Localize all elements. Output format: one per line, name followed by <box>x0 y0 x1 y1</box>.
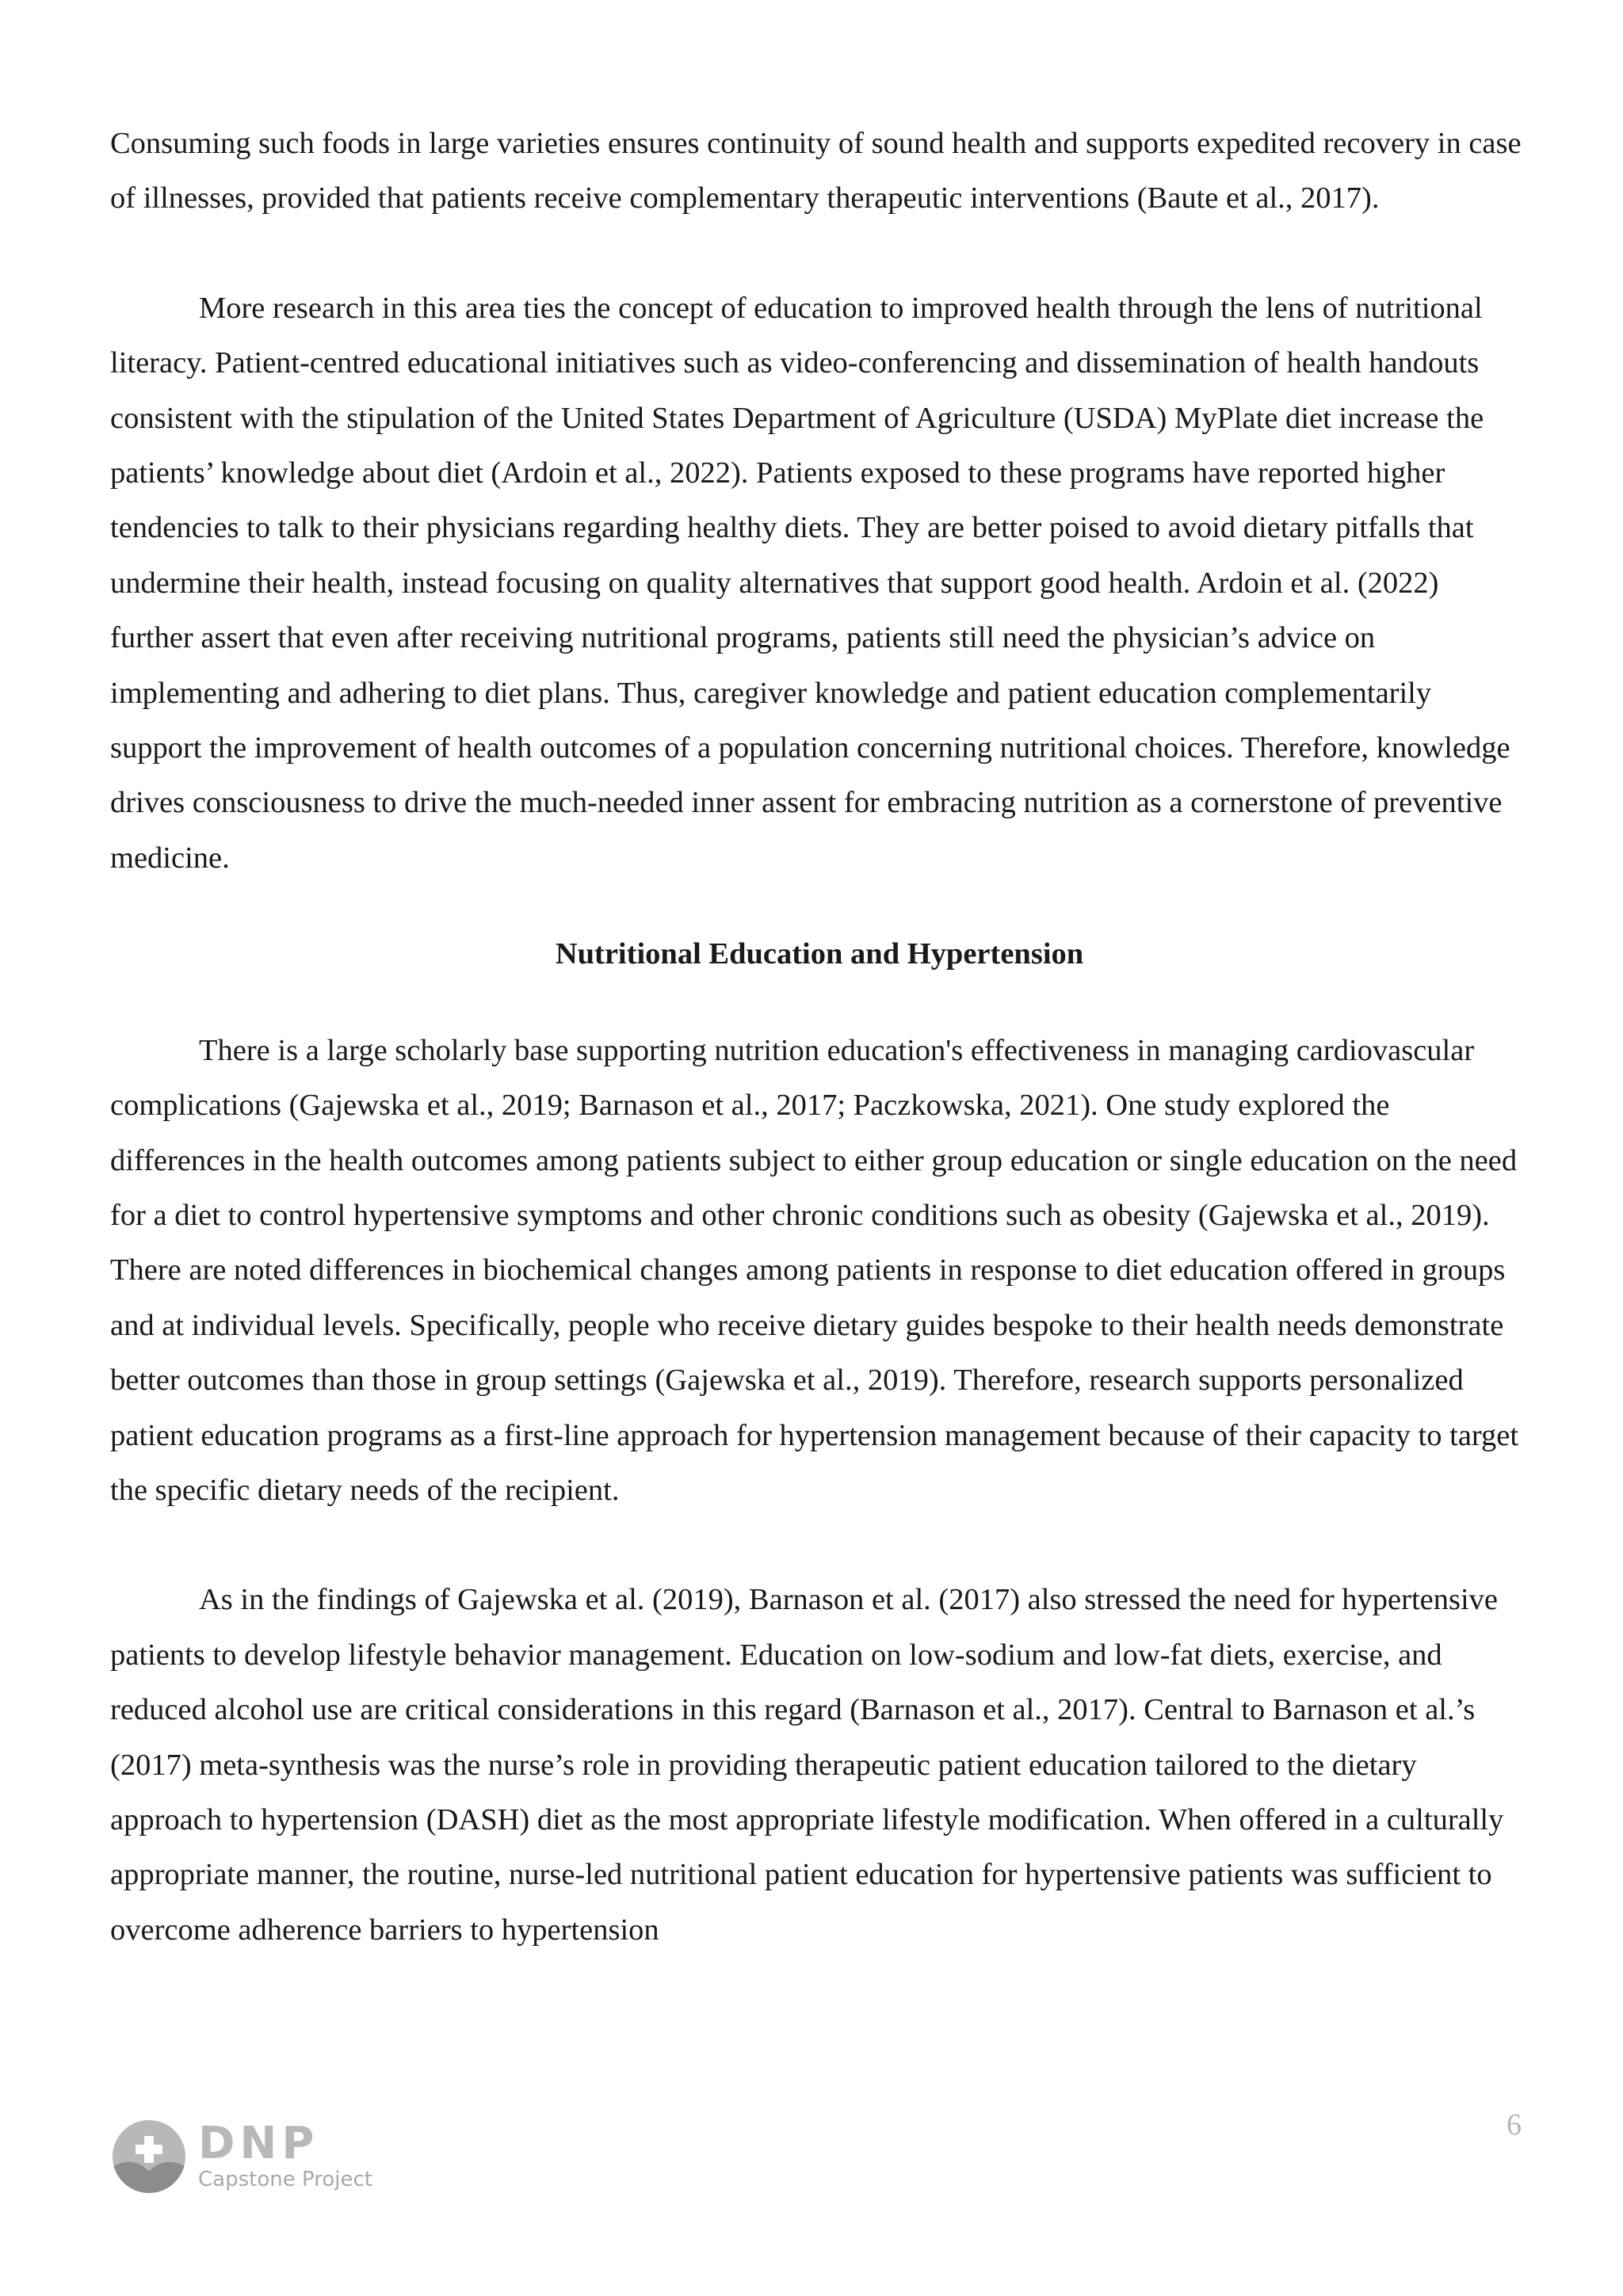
logo-subtitle: Capstone Project <box>198 2168 372 2191</box>
body-text <box>110 116 1529 1958</box>
logo-text <box>198 2118 372 2191</box>
footer-logo <box>111 2117 372 2196</box>
paragraph-nutritional-literacy: More research in this area ties the concept of education to improved health through the lens of nutritional literacy. Patient-centred educational initiatives such as video-conferencing and dissemination of health handouts consistent with the stipulation of the United States Department of Agriculture (USDA) MyPlate diet increase the patients’ knowledge about diet (Ardoin et al., 2022). Patients exposed to these programs have reported higher tendencies to talk to their physicians regarding healthy diets. They are better poised to avoid dietary pitfalls that undermine their health, instead focusing on quality alternatives that support good health. Ardoin et al. (2022) further assert that even after receiving nutritional programs, patients still need the physician’s advice on implementing and adhering to diet plans. Thus, caregiver knowledge and patient education complementarily support the improvement of health outcomes of a population concerning nutritional choices. Therefore, knowledge drives consciousness to drive the much-needed inner assent for embracing nutrition as a cornerstone of preventive medicine. <box>110 291 1510 875</box>
paragraph-spacer <box>110 1518 1529 1573</box>
plus-heart-icon <box>111 2119 187 2195</box>
paragraph-continuation: Consuming such foods in large varieties ensures continuity of sound health and supports expedited recovery in case of illnesses, provided that patients receive complementary therapeutic interventions (Baute et al., 2017). <box>110 127 1522 215</box>
paragraph-barnason-findings: As in the findings of Gajewska et al. (2019), Barnason et al. (2017) also stressed the need for hypertensive patients to develop lifestyle behavior management. Education on low-sodium and low-fat diets, exercise, and reduced alcohol use are critical considerations in this regard (Barnason et al., 2017). Central to Barnason et al.’s (2017) meta-synthesis was the nurse’s role in providing therapeutic patient education tailored to the dietary approach to hypertension (DASH) diet as the most appropriate lifestyle modification. When offered in a culturally appropriate manner, the routine, nurse-led nutritional patient education for hypertensive patients was sufficient to overcome adherence barriers to hypertension <box>110 1583 1504 1947</box>
page-number: 6 <box>1507 2108 1522 2142</box>
paragraph-spacer <box>110 227 1529 281</box>
paragraph-scholarly-base: There is a large scholarly base supporting nutrition education's effectiveness in managing cardiovascular complications (Gajewska et al., 2019; Barnason et al., 2017; Paczkowska, 2021). One study explored the differences in the health outcomes among patients subject to either group education or single education on the need for a diet to control hypertensive symptoms and other chronic conditions such as obesity (Gajewska et al., 2019). There are noted differences in biochemical changes among patients in response to diet education offered in groups and at individual levels. Specifically, people who receive dietary guides bespoke to their health needs demonstrate better outcomes than those in group settings (Gajewska et al., 2019). Therefore, research supports personalized patient education programs as a first-line approach for hypertension management because of their capacity to target the specific dietary needs of the recipient. <box>110 1033 1519 1507</box>
section-heading: Nutritional Education and Hypertension <box>555 937 1084 971</box>
logo-title: DNP <box>198 2118 319 2169</box>
